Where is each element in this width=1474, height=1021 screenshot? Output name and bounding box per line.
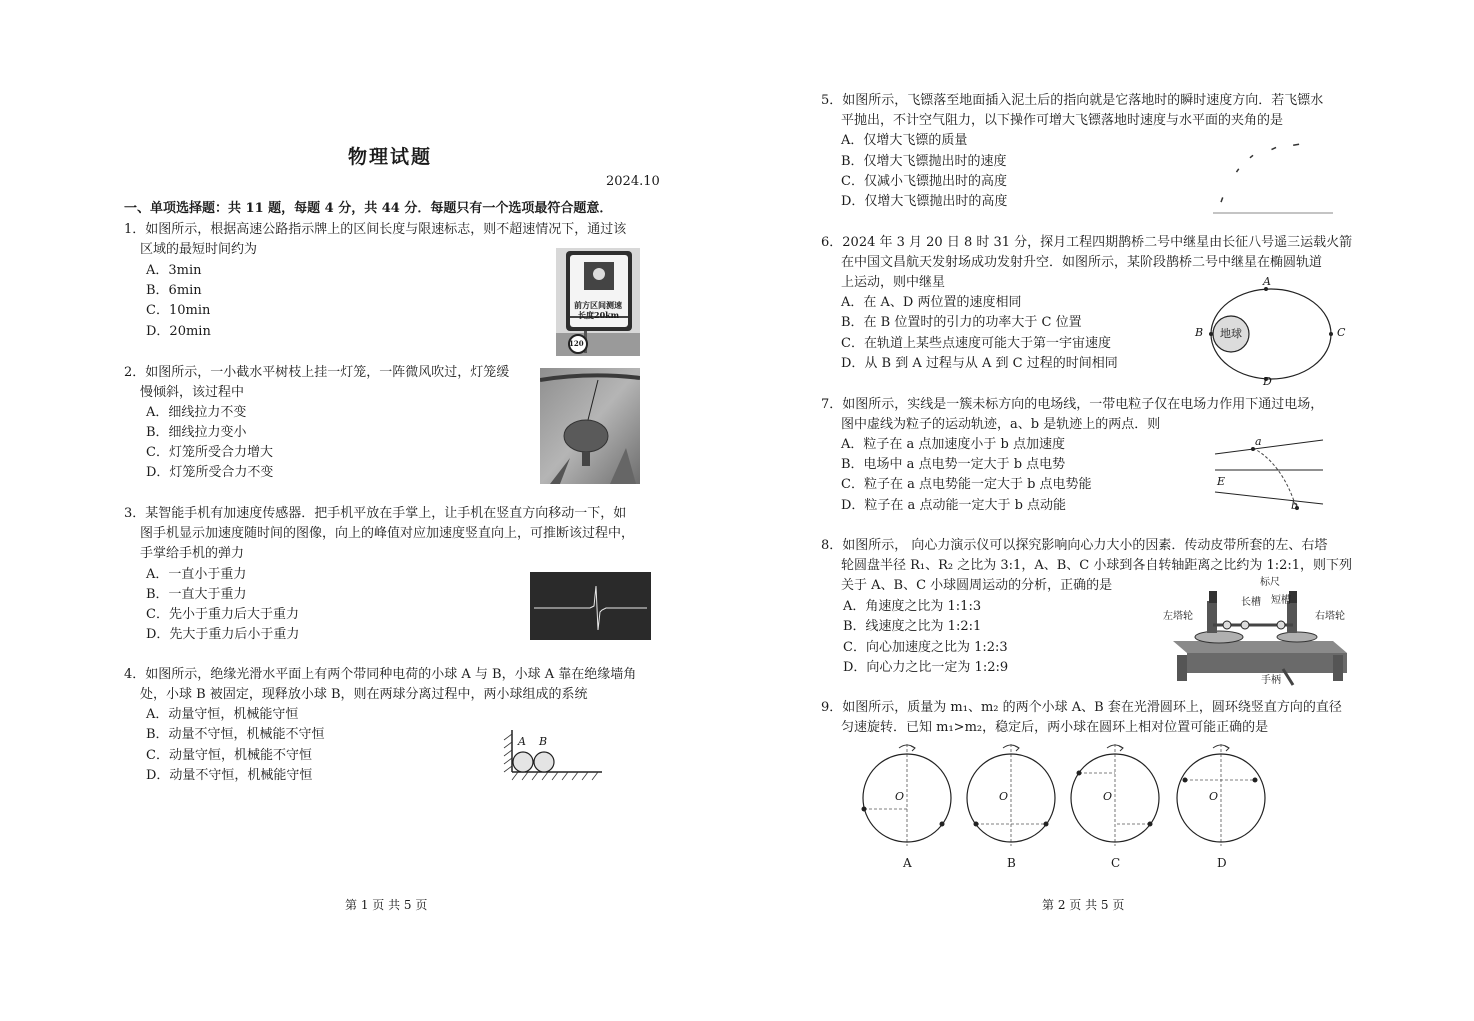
q4-label-b: B — [539, 735, 548, 748]
q5-stem-line1: 5．如图所示，飞镖落至地面插入泥土后的指向就是它落地时的瞬时速度方向．若飞镖水 — [821, 93, 1324, 108]
q8-option-a: A．角速度之比为 1:1:3 — [843, 599, 982, 614]
q9-ring-option-b — [959, 740, 1063, 872]
q6-point-d: D — [1263, 375, 1272, 388]
page-2 — [737, 0, 1474, 1021]
q4-stem-line1: 4．如图所示，绝缘光滑水平面上有两个带同种电荷的小球 A 与 B，小球 A 靠在绝缘墙角 — [124, 667, 637, 682]
q7-option-b: B．电场中 a 点电势一定大于 b 点电势 — [841, 457, 1066, 472]
q1-highway-sign-figure — [556, 248, 640, 356]
q1-speed-limit: 120 — [569, 339, 584, 348]
q1-option-a: A．3min — [146, 263, 202, 278]
page-1-footer: 第 1 页 共 5 页 — [345, 898, 428, 912]
exam-date: 2024.10 — [606, 174, 660, 189]
q5-stem-line2: 平抛出，不计空气阻力，以下操作可增大飞镖落地时速度与水平面的夹角的是 — [841, 113, 1284, 128]
q8-option-d: D．向心力之比一定为 1:2:9 — [843, 660, 1009, 675]
q7-stem-line2: 图中虚线为粒子的运动轨迹，a、b 是轨迹上的两点．则 — [841, 417, 1161, 432]
q6-option-a: A．在 A、D 两位置的速度相同 — [841, 295, 1022, 310]
q8-stem-line2: 轮圆盘半径 R₁、R₂ 之比为 3:1，A、B、C 小球到各自转轴距离之比约为 1:2:1，则下列 — [841, 558, 1353, 573]
q2-option-a: A．细线拉力不变 — [146, 405, 247, 420]
q9d-center-label: O — [1209, 790, 1219, 803]
q7-option-d: D．粒子在 a 点动能一定大于 b 点动能 — [841, 498, 1067, 513]
q4-wall-balls-figure — [498, 726, 604, 784]
q4-label-a: A — [518, 735, 526, 748]
q6-point-c: C — [1337, 326, 1346, 339]
q8-option-c: C．向心加速度之比为 1:2:3 — [843, 640, 1008, 655]
q8-stem-line1: 8．如图所示， 向心力演示仪可以探究影响向心力大小的因素．传动皮带所套的左、右塔 — [821, 538, 1328, 553]
q7-option-c: C．粒子在 a 点电势能一定大于 b 点电势能 — [841, 477, 1092, 492]
q3-stem-line3: 手掌给手机的弹力 — [140, 546, 245, 561]
q9-stem-line1: 9．如图所示，质量为 m₁、m₂ 的两个小球 A、B 套在光滑圆环上，圆环绕竖直方向的直径 — [821, 700, 1342, 715]
q1-stem-line1: 1．如图所示，根据高速公路指示牌上的区间长度与限速标志，则不超速情况下，通过该 — [124, 222, 627, 237]
q1-option-b: B．6min — [146, 283, 202, 298]
q2-option-b: B．细线拉力变小 — [146, 425, 247, 440]
q2-lantern-photo — [540, 368, 640, 484]
q8-option-b: B．线速度之比为 1:2:1 — [843, 619, 982, 634]
q5-dart-trajectory-figure — [1203, 132, 1337, 216]
q8-centripetal-apparatus-figure — [1163, 577, 1349, 689]
q4-option-a: A．动量守恒，机械能守恒 — [146, 707, 299, 722]
q3-stem-line2: 图手机显示加速度随时间的图像，向上的峰值对应加速度竖直向上，可推断该过程中， — [140, 526, 635, 541]
q9-stem-line2: 匀速旋转．已知 m₁>m₂，稳定后，两小球在圆环上相对位置可能正确的是 — [841, 720, 1269, 735]
q3-option-b: B．一直大于重力 — [146, 587, 247, 602]
q8-stem-line3: 关于 A、B、C 小球圆周运动的分析，正确的是 — [841, 578, 1113, 593]
q8-label-long-slot: 长槽 — [1241, 597, 1261, 608]
q8-label-left-tower: 左塔轮 — [1163, 611, 1193, 622]
q3-option-c: C．先小于重力后大于重力 — [146, 607, 299, 622]
q6-stem-line3: 上运动，则中继星 — [841, 275, 946, 290]
q3-acceleration-screen — [530, 572, 651, 640]
page-title: 物理试题 — [348, 146, 433, 168]
section-heading: 一、单项选择题：共 11 题，每题 4 分，共 44 分．每题只有一个选项最符合题意． — [124, 201, 613, 216]
q6-option-b: B．在 B 位置时的引力的功率大于 C 位置 — [841, 315, 1082, 330]
q9a-center-label: O — [895, 790, 905, 803]
q4-option-b: B．动量不守恒，机械能不守恒 — [146, 727, 325, 742]
q3-option-a: A．一直小于重力 — [146, 567, 247, 582]
q7-label-e: E — [1217, 475, 1226, 488]
q9c-center-label: O — [1103, 790, 1113, 803]
q1-sign-text-2: 长度20km — [578, 310, 620, 320]
q7-option-a: A．粒子在 a 点加速度小于 b 点加速度 — [841, 437, 1065, 452]
q9-option-label-b: B — [1007, 856, 1016, 870]
q9-ring-option-d — [1169, 740, 1273, 872]
q8-label-ruler: 标尺 — [1260, 577, 1280, 588]
q1-option-c: C．10min — [146, 303, 211, 318]
q8-label-right-tower: 右塔轮 — [1315, 611, 1345, 622]
q7-label-a: a — [1255, 435, 1262, 448]
q6-option-c: C．在轨道上某些点速度可能大于第一宇宙速度 — [841, 336, 1111, 351]
q7-stem-line1: 7．如图所示，实线是一簇未标方向的电场线，一带电粒子仅在电场力作用下通过电场， — [821, 397, 1324, 412]
q5-option-d: D．仅增大飞镖抛出时的高度 — [841, 194, 1008, 209]
q5-option-c: C．仅减小飞镖抛出时的高度 — [841, 174, 1007, 189]
q2-option-d: D．灯笼所受合力不变 — [146, 465, 274, 480]
q6-earth-label: 地球 — [1220, 327, 1242, 340]
page-2-footer: 第 2 页 共 5 页 — [1042, 898, 1125, 912]
q6-stem-line1: 6．2024 年 3 月 20 日 8 时 31 分，探月工程四期鹊桥二号中继星由长征八号遥三运载火箭 — [821, 235, 1353, 250]
q2-stem-line1: 2．如图所示，一小截水平树枝上挂一灯笼，一阵微风吹过，灯笼缓 — [124, 365, 510, 380]
q4-option-c: C．动量守恒，机械能不守恒 — [146, 748, 312, 763]
q1-sign-text-1: 前方区间测速 — [574, 300, 622, 310]
q2-option-c: C．灯笼所受合力增大 — [146, 445, 273, 460]
q2-stem-line2: 慢倾斜，该过程中 — [140, 385, 245, 400]
q9-ring-option-c — [1063, 740, 1167, 872]
q5-option-a: A．仅增大飞镖的质量 — [841, 133, 968, 148]
q9b-center-label: O — [999, 790, 1009, 803]
q8-label-handle: 手柄 — [1261, 675, 1281, 686]
q6-point-a: A — [1263, 275, 1271, 288]
q9-ring-option-a — [855, 740, 959, 872]
q1-option-d: D．20min — [146, 324, 211, 339]
q6-option-d: D．从 B 到 A 过程与从 A 到 C 过程的时间相同 — [841, 356, 1118, 371]
q7-electric-field-figure — [1213, 434, 1325, 514]
q7-label-b: b — [1291, 499, 1299, 512]
q1-stem-line2: 区域的最短时间约为 — [140, 242, 258, 257]
q4-option-d: D．动量不守恒，机械能守恒 — [146, 768, 313, 783]
q3-stem-line1: 3．某智能手机有加速度传感器．把手机平放在手掌上，让手机在竖直方向移动一下，如 — [124, 506, 627, 521]
q4-stem-line2: 处，小球 B 被固定，现释放小球 B，则在两球分离过程中，两小球组成的系统 — [140, 687, 588, 702]
q3-option-d: D．先大于重力后小于重力 — [146, 627, 300, 642]
q9-option-label-a: A — [903, 856, 912, 870]
q6-elliptical-orbit-figure — [1191, 276, 1351, 388]
q5-option-b: B．仅增大飞镖抛出时的速度 — [841, 154, 1007, 169]
q6-stem-line2: 在中国文昌航天发射场成功发射升空．如图所示，某阶段鹊桥二号中继星在椭圆轨道 — [841, 255, 1323, 270]
q9-option-label-c: C — [1111, 856, 1121, 870]
q8-label-short-slot: 短槽 — [1271, 595, 1291, 606]
q6-point-b: B — [1195, 326, 1204, 339]
q9-option-label-d: D — [1217, 856, 1227, 870]
